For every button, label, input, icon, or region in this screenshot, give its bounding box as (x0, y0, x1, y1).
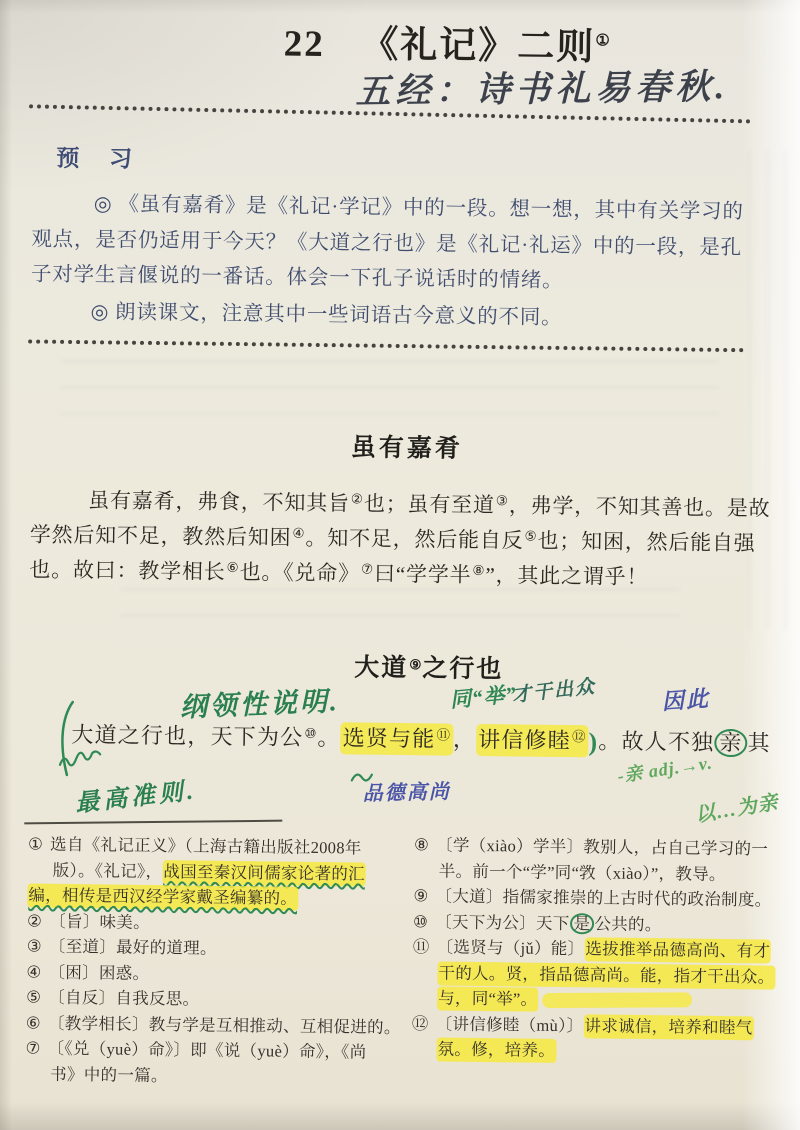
footnote-ref-3: ③ (495, 493, 508, 509)
footnote-ref-12: ⑫ (571, 729, 586, 745)
preview-line: ◎ 朗读课文，注意其中一些词语古今意义的不同。 (90, 301, 563, 329)
footnote-ref-2: ② (350, 491, 364, 507)
footnote-12: ⑫ 〔讲信修睦（mù）〕讲求诚信，培养和睦气 (412, 1011, 784, 1041)
footnote-4: ④ 〔困〕困惑。 (26, 961, 150, 983)
lesson-number: 22 (283, 23, 326, 66)
preview-line: 子对学生言偃说的一番话。体会一下孔子说话时的情绪。 (30, 263, 564, 292)
annotation-pinde-gaoshang: 品德高尚 (362, 781, 451, 806)
footnote-11: ⑪ 〔选贤与（jǔ）能〕选拔推举品德高尚、有才 (413, 934, 785, 964)
footnote-ref-7: ⑦ (360, 561, 374, 577)
highlight-fn1: 编，相传是西汉经学家戴圣编纂的。 (27, 883, 298, 910)
footnote-ref-10: ⑩ (304, 725, 317, 741)
preview-heading: 预 习 (56, 145, 145, 172)
preview-line: ◎ 《虽有嘉肴》是《礼记·学记》中的一段。想一想，其中有关学习的 (93, 193, 744, 224)
highlighter-swipe (542, 992, 692, 1008)
footnote-ref-6: ⑥ (226, 559, 239, 576)
highlight-fn11: 与，同“举”。 (437, 986, 539, 1011)
footnote-8: ⑧ 〔学（xiào）学半〕教别人，占自己学习的一 (413, 835, 769, 859)
highlight-xuanxianyuneng: 选贤与能⑪ (340, 722, 453, 755)
green-squiggle-mark (57, 748, 103, 778)
footnote-7: ⑦ 〔《兑（yuè）命》〕即《说（yuè）命》，《尚 (25, 1038, 367, 1062)
footnotes-right-column: ⑧ 〔学（xiào）学半〕教别人，占自己学习的一 半。前一个“学”同“敩（xiào）”，教导。 ⑨ 〔大道〕指儒家推崇的上古时代的政治制度。 ⑩ 〔天下为公〕天下 是 公共的。 ⑪ 〔选贤与（jǔ）能〕选拔推举品德高尚、有才 干的人。贤，指品德高尚。能，指才干出众。 与，同“举”。 ⑫ 〔讲信修睦（mù）〕讲求诚信，培养和睦气 氛。修，培养。 (411, 832, 786, 1066)
highlight-jiangxinxiumu: 讲信修睦⑫ (476, 724, 589, 757)
highlight-fn12: 氛。修，培养。 (436, 1037, 556, 1062)
text1-line2: 学然后知不足，教然后知困④。知不足，然后能自反⑤也；知困，然后能自强 (29, 522, 756, 556)
highlight-fn11: 干的人。贤，指品德高尚。能，指才干出众。 (437, 961, 775, 989)
highlight-fn1: 战国至秦汉间儒家论著的汇 (162, 860, 366, 886)
annotation-yi-wei-qin: 以…为亲 (693, 791, 781, 827)
footnotes-left-column: ① 选自《礼记正义》（上海古籍出版社2008年 版）。《礼记》，战国至秦汉间儒家论著的汇 编，相传是西汉经学家戴圣编纂的。 ② 〔旨〕味美。 ③ 〔至道〕最好的道理。 ④ 〔困〕困惑。 ⑤ 〔自反〕自我反思。 ⑥ 〔教学相长〕教与学是互相推动、互相促进的。 ⑦ 〔《兑（yuè）命》〕即《说（yuè）命》，《尚 书》中的一篇。 (25, 831, 392, 1090)
footnote-separator-line (24, 820, 282, 825)
annotation-caigan-chuzhong: 才干出众 (511, 676, 598, 707)
footnote-10: ⑩ 〔天下为公〕天下 是 公共的。 (412, 911, 662, 934)
text2-heading: 大道⑨之行也 (354, 654, 504, 684)
footnote-ref-5: ⑤ (524, 528, 537, 544)
footnote-ref-4: ④ (292, 525, 305, 541)
text1-line1: 虽有嘉肴，弗食，不知其旨②也；虽有至道③，弗学，不知其善也。是故 (88, 488, 771, 521)
footnote-9: ⑨ 〔大道〕指儒家推崇的上古时代的政治制度。 (413, 886, 772, 910)
footnote-1: ① 选自《礼记正义》（上海古籍出版社2008年 (27, 834, 362, 858)
lesson-title-text: 《礼记》二则 (361, 24, 596, 69)
highlight-fn11: 选拔推举品德高尚、有才 (584, 937, 771, 963)
text1-heading: 虽有嘉肴 (350, 434, 464, 463)
preview-line: 观点，是否仍适用于今天？《大道之行也》是《礼记·礼运》中的一段，是孔 (31, 228, 743, 260)
green-paren-mark: ) (588, 727, 599, 757)
text2-line1: 大道之行也，天下为公⑩。选贤与能⑪ ，讲信修睦⑫ )。故人不独 亲 其 (71, 722, 771, 757)
title-footnote-mark: ① (595, 32, 610, 50)
annotation-yinci: 因此 (661, 685, 711, 715)
annotation-zuigao-zhunze: 最高准则. (73, 778, 199, 818)
annotation-outline-statement: 纲领性说明. (179, 686, 341, 723)
footnote-6: ⑥ 〔教学相长〕教与学是互相推动、互相促进的。 (25, 1012, 401, 1037)
footnote-ref-11: ⑪ (436, 727, 451, 743)
dotted-divider-bottom (28, 339, 744, 352)
green-circled-shi: 是 (569, 913, 594, 935)
footnote-2: ② 〔旨〕味美。 (26, 910, 151, 932)
footnote-ref-9: ⑨ (409, 657, 422, 673)
footnote-5: ⑤ 〔自反〕自我反思。 (26, 987, 200, 1009)
footnote-ref-8: ⑧ (472, 562, 485, 579)
footnote-3: ③ 〔至道〕最好的道理。 (26, 936, 217, 958)
handwritten-five-classics-note: 五经：诗书礼易春秋. (355, 67, 730, 112)
green-circled-qin: 亲 (714, 729, 748, 757)
highlight-fn12: 讲求诚信，培养和睦气 (583, 1014, 753, 1040)
text1-line3: 也。故曰：教学相长⑥也。《兑命》⑦曰“学学半⑧”，其此之谓乎！ (29, 557, 649, 590)
annotation-qin-adj-to-verb: -亲 adj.→v. (616, 752, 714, 787)
annotation-tong-ju: 同“举” (448, 681, 518, 713)
